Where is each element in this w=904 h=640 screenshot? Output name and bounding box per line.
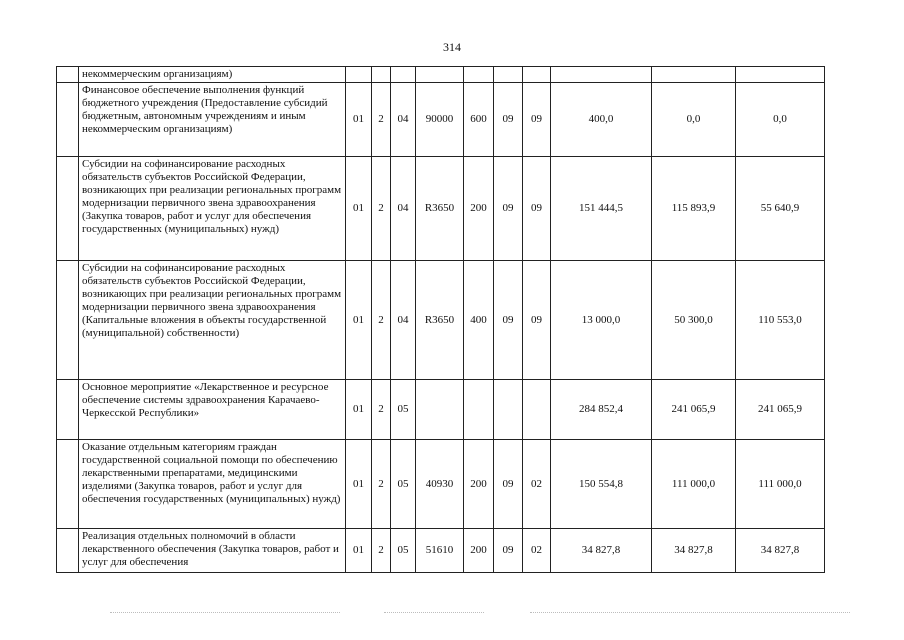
- code-cell: R3650: [416, 261, 464, 380]
- amount-cell: 0,0: [652, 83, 736, 157]
- code-cell: 02: [523, 529, 551, 573]
- table-row: [57, 440, 825, 529]
- code-cell: 2: [372, 157, 391, 261]
- code-cell: [464, 67, 494, 83]
- table-row: [57, 67, 825, 83]
- amount-cell: 241 065,9: [736, 380, 825, 440]
- code-cell: 09: [523, 261, 551, 380]
- amount-cell: [551, 67, 652, 83]
- code-cell: 200: [464, 529, 494, 573]
- code-cell: [523, 380, 551, 440]
- code-cell: 09: [523, 83, 551, 157]
- table-row: [57, 380, 825, 440]
- code-cell: 09: [523, 157, 551, 261]
- amount-cell: 34 827,8: [652, 529, 736, 573]
- code-cell: [391, 67, 416, 83]
- index-cell: [57, 380, 79, 440]
- code-cell: 02: [523, 440, 551, 529]
- amount-cell: 111 000,0: [652, 440, 736, 529]
- page-number: 314: [443, 40, 461, 54]
- amount-cell: 111 000,0: [736, 440, 825, 529]
- code-cell: 04: [391, 83, 416, 157]
- code-cell: 2: [372, 261, 391, 380]
- code-cell: 01: [346, 157, 372, 261]
- scan-edge-right: [530, 612, 850, 613]
- code-cell: 200: [464, 440, 494, 529]
- amount-cell: 34 827,8: [736, 529, 825, 573]
- index-cell: [57, 157, 79, 261]
- index-cell: [57, 440, 79, 529]
- code-cell: 09: [494, 261, 523, 380]
- description-cell: Субсидии на софинансирование расходных обязательств субъектов Российской Федерации, возникающих при реализации региональных программ модернизации первичного звена здравоохранения (Закупка товаров, работ и услуг для обеспечения государственных (муниципальных) нужд): [79, 157, 346, 261]
- code-cell: 01: [346, 261, 372, 380]
- amount-cell: 50 300,0: [652, 261, 736, 380]
- amount-cell: 13 000,0: [551, 261, 652, 380]
- code-cell: 04: [391, 157, 416, 261]
- code-cell: [346, 67, 372, 83]
- code-cell: 09: [494, 440, 523, 529]
- code-cell: 09: [494, 157, 523, 261]
- code-cell: [494, 380, 523, 440]
- amount-cell: 34 827,8: [551, 529, 652, 573]
- index-cell: [57, 67, 79, 83]
- amount-cell: 0,0: [736, 83, 825, 157]
- scan-edge-middle: [384, 612, 484, 613]
- description-cell: некоммерческим организациям): [79, 67, 346, 83]
- amount-cell: 241 065,9: [652, 380, 736, 440]
- code-cell: 05: [391, 380, 416, 440]
- code-cell: 01: [346, 83, 372, 157]
- index-cell: [57, 529, 79, 573]
- amount-cell: 400,0: [551, 83, 652, 157]
- description-cell: Оказание отдельным категориям граждан государственной социальной помощи по обеспечению лекарственными препаратами, медицинскими изделиями (Закупка товаров, работ и услуг для обеспечения государственных (муниципальных) нужд): [79, 440, 346, 529]
- code-cell: [416, 380, 464, 440]
- code-cell: 200: [464, 157, 494, 261]
- table-row: [57, 157, 825, 261]
- code-cell: 04: [391, 261, 416, 380]
- description-cell: Субсидии на софинансирование расходных обязательств субъектов Российской Федерации, возникающих при реализации региональных программ модернизации первичного звена здравоохранения (Капитальные вложения в объекты государственной (муниципальной) собственности): [79, 261, 346, 380]
- code-cell: 600: [464, 83, 494, 157]
- code-cell: 09: [494, 83, 523, 157]
- description-cell: Основное мероприятие «Лекарственное и ресурсное обеспечение системы здравоохранения Карачаево-Черкесской Республики»: [79, 380, 346, 440]
- description-cell: Реализация отдельных полномочий в области лекарственного обеспечения (Закупка товаров, работ и услуг для обеспечения: [79, 529, 346, 573]
- code-cell: 2: [372, 440, 391, 529]
- code-cell: 01: [346, 529, 372, 573]
- scan-edge-left: [110, 612, 340, 613]
- amount-cell: 150 554,8: [551, 440, 652, 529]
- amount-cell: 115 893,9: [652, 157, 736, 261]
- code-cell: [494, 67, 523, 83]
- code-cell: [372, 67, 391, 83]
- code-cell: 40930: [416, 440, 464, 529]
- table-row: [57, 261, 825, 380]
- code-cell: 2: [372, 380, 391, 440]
- code-cell: 05: [391, 440, 416, 529]
- table-row: [57, 83, 825, 157]
- budget-table: [56, 66, 825, 573]
- table-row: [57, 529, 825, 573]
- index-cell: [57, 261, 79, 380]
- amount-cell: 151 444,5: [551, 157, 652, 261]
- code-cell: 05: [391, 529, 416, 573]
- description-cell: Финансовое обеспечение выполнения функций бюджетного учреждения (Предоставление субсидий бюджетным, автономным учреждениям и иным некоммерческим организациям): [79, 83, 346, 157]
- code-cell: 01: [346, 440, 372, 529]
- code-cell: 51610: [416, 529, 464, 573]
- amount-cell: 55 640,9: [736, 157, 825, 261]
- code-cell: 2: [372, 83, 391, 157]
- code-cell: [464, 380, 494, 440]
- code-cell: 400: [464, 261, 494, 380]
- code-cell: 01: [346, 380, 372, 440]
- amount-cell: [736, 67, 825, 83]
- index-cell: [57, 83, 79, 157]
- amount-cell: [652, 67, 736, 83]
- code-cell: 2: [372, 529, 391, 573]
- code-cell: [416, 67, 464, 83]
- amount-cell: 110 553,0: [736, 261, 825, 380]
- amount-cell: 284 852,4: [551, 380, 652, 440]
- code-cell: R3650: [416, 157, 464, 261]
- code-cell: 90000: [416, 83, 464, 157]
- code-cell: [523, 67, 551, 83]
- code-cell: 09: [494, 529, 523, 573]
